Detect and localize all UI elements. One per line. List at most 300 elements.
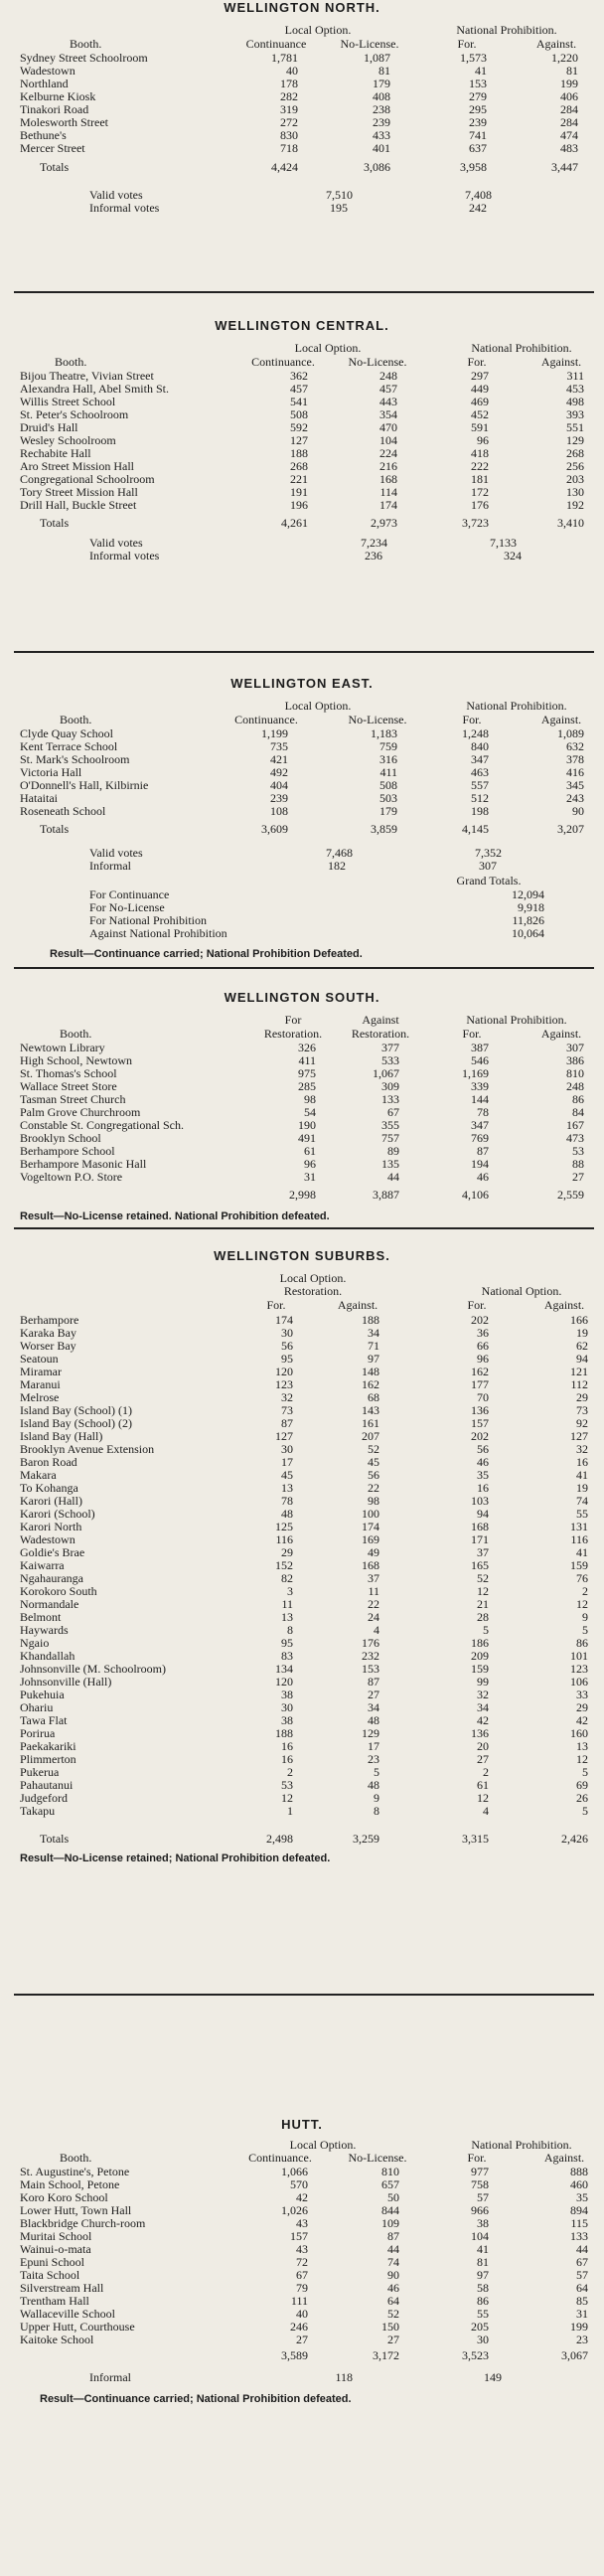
header-national: National Prohibition.	[466, 699, 567, 713]
header-col2: No-License.	[348, 2151, 407, 2165]
cell-value: 81	[477, 2255, 489, 2269]
cell-value: 758	[471, 2177, 489, 2191]
cell-value: 131	[570, 1520, 588, 1533]
cell-value: 24	[368, 1610, 379, 1624]
section-wellington-suburbs	[0, 1248, 604, 2004]
table-row	[0, 434, 604, 446]
cell-value: 57	[477, 2190, 489, 2204]
informal-votes-national: 242	[469, 201, 487, 215]
table-row	[0, 1067, 604, 1079]
booth-name: Maranui	[20, 1377, 61, 1391]
table-row	[0, 792, 604, 804]
header-national: National Prohibition.	[466, 1013, 567, 1027]
header-col1: Continuance.	[234, 713, 298, 726]
table-row	[0, 1119, 604, 1131]
table-row	[0, 1093, 604, 1105]
booth-name: Palm Grove Churchroom	[20, 1105, 141, 1119]
cell-value: 452	[471, 407, 489, 421]
informal-votes-label: Informal votes	[89, 549, 160, 563]
cell-value: 463	[471, 765, 489, 779]
divider	[14, 1994, 594, 1996]
cell-value: 90	[387, 2268, 399, 2282]
booth-name: Pahautanui	[20, 1778, 74, 1792]
table-row	[0, 2321, 604, 2333]
informal-votes-local: 195	[330, 201, 348, 215]
booth-name: Hataitai	[20, 791, 58, 805]
booth-name: Muritai School	[20, 2229, 92, 2243]
cell-value: 82	[281, 1571, 293, 1585]
table-row	[0, 1779, 604, 1791]
table-row	[0, 2334, 604, 2345]
cell-value: 316	[379, 752, 397, 766]
table-row	[0, 2256, 604, 2268]
cell-value: 637	[469, 141, 487, 155]
cell-value: 319	[280, 102, 298, 116]
cell-value: 498	[566, 395, 584, 408]
cell-value: 48	[368, 1778, 379, 1792]
header-booth: Booth.	[60, 1027, 92, 1041]
cell-value: 309	[381, 1079, 399, 1093]
cell-value: 551	[566, 420, 584, 434]
cell-value: 157	[471, 1416, 489, 1430]
informal-votes-label: Informal votes	[89, 201, 160, 215]
cell-value: 202	[471, 1313, 489, 1327]
total-value: 2,998	[289, 1188, 316, 1202]
valid-votes-local: 7,234	[361, 536, 387, 550]
cell-value: 512	[471, 791, 489, 805]
booth-name: Tinakori Road	[20, 102, 89, 116]
booth-name: High School, Newtown	[20, 1053, 132, 1067]
cell-value: 11	[368, 1584, 379, 1598]
divider	[14, 967, 594, 969]
cell-value: 92	[576, 1416, 588, 1430]
table-row	[0, 65, 604, 77]
table-row	[0, 1676, 604, 1688]
cell-value: 45	[281, 1468, 293, 1482]
cell-value: 136	[471, 1726, 489, 1740]
booth-name: Alexandra Hall, Abel Smith St.	[20, 382, 169, 396]
total-value: 3,207	[557, 822, 584, 836]
table-row	[0, 1145, 604, 1157]
header-local-option: Local Option.	[284, 23, 352, 37]
cell-value: 133	[570, 2229, 588, 2243]
booth-name: Berhampore School	[20, 1144, 115, 1158]
booth-name: Karori (School)	[20, 1507, 95, 1521]
grand-total-value: 9,918	[518, 900, 544, 914]
cell-value: 759	[379, 739, 397, 753]
cell-value: 757	[381, 1131, 399, 1145]
booth-name: Victoria Hall	[20, 765, 82, 779]
informal-label: Informal	[89, 859, 131, 873]
cell-value: 238	[373, 102, 390, 116]
cell-value: 87	[477, 1144, 489, 1158]
total-value: 3,609	[261, 822, 288, 836]
cell-value: 55	[576, 1507, 588, 1521]
cell-value: 73	[576, 1403, 588, 1417]
cell-value: 347	[471, 752, 489, 766]
booth-name: Karori North	[20, 1520, 82, 1533]
cell-value: 83	[281, 1649, 293, 1663]
cell-value: 67	[576, 2255, 588, 2269]
table-row	[0, 1508, 604, 1520]
table-row	[0, 1430, 604, 1442]
cell-value: 457	[290, 382, 308, 396]
cell-value: 386	[566, 1053, 584, 1067]
header-col3: For.	[457, 37, 477, 51]
cell-value: 239	[469, 115, 487, 129]
cell-value: 111	[290, 2294, 308, 2308]
booth-name: Wallace Street Store	[20, 1079, 117, 1093]
grand-total-label: For No-License	[89, 900, 165, 914]
booth-name: O'Donnell's Hall, Kilbirnie	[20, 778, 149, 792]
cell-value: 96	[477, 433, 489, 447]
cell-value: 268	[566, 446, 584, 460]
cell-value: 203	[566, 472, 584, 486]
cell-value: 74	[576, 1494, 588, 1508]
cell-value: 97	[477, 2268, 489, 2282]
cell-value: 9	[582, 1610, 588, 1624]
cell-value: 12	[576, 1597, 588, 1611]
cell-value: 58	[477, 2281, 489, 2295]
cell-value: 174	[275, 1313, 293, 1327]
cell-value: 1	[287, 1804, 293, 1818]
cell-value: 1,573	[460, 51, 487, 65]
cell-value: 68	[368, 1390, 379, 1404]
total-value: 3,887	[373, 1188, 399, 1202]
table-row	[0, 1624, 604, 1636]
cell-value: 41	[576, 1545, 588, 1559]
cell-value: 44	[387, 2242, 399, 2256]
booth-name: Blackbridge Church-room	[20, 2216, 146, 2230]
table-row	[0, 1482, 604, 1494]
cell-value: 1,089	[557, 726, 584, 740]
table-row	[0, 1585, 604, 1597]
result-line: Result—No-License retained. National Prohibition defeated.	[20, 1210, 330, 1222]
table-row	[0, 727, 604, 739]
cell-value: 174	[362, 1520, 379, 1533]
cell-value: 67	[387, 1105, 399, 1119]
booth-name: Congregational Schoolroom	[20, 472, 155, 486]
cell-value: 19	[576, 1326, 588, 1340]
totals-values	[0, 161, 604, 173]
informal-label: Informal	[89, 2370, 131, 2384]
cell-value: 21	[477, 1597, 489, 1611]
booth-name: Judgeford	[20, 1791, 68, 1805]
total-value: 2,973	[371, 516, 397, 530]
cell-value: 159	[570, 1558, 588, 1572]
cell-value: 894	[570, 2203, 588, 2217]
cell-value: 657	[381, 2177, 399, 2191]
cell-value: 46	[477, 1455, 489, 1469]
booth-name: Rechabite Hall	[20, 446, 91, 460]
cell-value: 248	[566, 1079, 584, 1093]
booth-name: Tawa Flat	[20, 1713, 68, 1727]
cell-value: 282	[280, 89, 298, 103]
cell-value: 41	[477, 2242, 489, 2256]
cell-value: 1,781	[271, 51, 298, 65]
table-row	[0, 1766, 604, 1778]
header-col1: Continuance.	[251, 355, 315, 369]
cell-value: 224	[379, 446, 397, 460]
cell-value: 40	[296, 2307, 308, 2321]
header-col2-a: Against	[362, 1013, 399, 1027]
cell-value: 34	[368, 1700, 379, 1714]
cell-value: 326	[298, 1041, 316, 1054]
section-hutt	[0, 2117, 604, 2576]
table-row	[0, 779, 604, 791]
cell-value: 87	[368, 1675, 379, 1689]
cell-value: 121	[570, 1365, 588, 1378]
cell-value: 73	[281, 1403, 293, 1417]
cell-value: 8	[374, 1804, 379, 1818]
result-line: Result—No-License retained; National Prohibition defeated.	[20, 1852, 331, 1864]
cell-value: 32	[477, 1688, 489, 1701]
booth-name: Sydney Street Schoolroom	[20, 51, 148, 65]
booth-name: Trentham Hall	[20, 2294, 89, 2308]
cell-value: 41	[576, 1468, 588, 1482]
table-row	[0, 1366, 604, 1377]
cell-value: 159	[471, 1662, 489, 1676]
header-booth: Booth.	[70, 37, 102, 51]
total-value: 3,410	[557, 516, 584, 530]
booth-name: Berhampore Masonic Hall	[20, 1157, 147, 1171]
cell-value: 5	[483, 1623, 489, 1637]
cell-value: 112	[570, 1377, 588, 1391]
cell-value: 362	[290, 369, 308, 383]
cell-value: 401	[373, 141, 390, 155]
table-row	[0, 129, 604, 141]
cell-value: 48	[368, 1713, 379, 1727]
booth-name: Belmont	[20, 1610, 62, 1624]
total-value: 3,859	[371, 822, 397, 836]
booth-name: Wadestown	[20, 1532, 76, 1546]
total-value: 3,315	[462, 1832, 489, 1846]
valid-votes-label: Valid votes	[89, 536, 143, 550]
cell-value: 248	[379, 369, 397, 383]
cell-value: 741	[469, 128, 487, 142]
cell-value: 830	[280, 128, 298, 142]
booth-name: Druid's Hall	[20, 420, 78, 434]
cell-value: 178	[280, 77, 298, 90]
grand-total-row	[0, 914, 604, 926]
grand-total-label: For National Prohibition	[89, 913, 207, 927]
cell-value: 84	[572, 1105, 584, 1119]
cell-value: 188	[275, 1726, 293, 1740]
cell-value: 130	[566, 485, 584, 499]
cell-value: 85	[576, 2294, 588, 2308]
cell-value: 196	[290, 498, 308, 512]
booth-name: St. Mark's Schoolroom	[20, 752, 130, 766]
cell-value: 38	[477, 2216, 489, 2230]
table-row	[0, 383, 604, 395]
cell-value: 133	[381, 1092, 399, 1106]
informal-local: 118	[335, 2370, 353, 2384]
table-row	[0, 2282, 604, 2294]
booth-name: Roseneath School	[20, 804, 106, 818]
table-row	[0, 1080, 604, 1092]
header-col1: Continuance.	[248, 2151, 312, 2165]
cell-value: 129	[362, 1726, 379, 1740]
cell-value: 37	[368, 1571, 379, 1585]
cell-value: 13	[281, 1481, 293, 1495]
cell-value: 393	[566, 407, 584, 421]
cell-value: 209	[471, 1649, 489, 1663]
totals-values	[0, 1833, 604, 1845]
cell-value: 115	[570, 2216, 588, 2230]
table-row	[0, 1158, 604, 1170]
cell-value: 181	[471, 472, 489, 486]
cell-value: 2	[582, 1584, 588, 1598]
cell-value: 22	[368, 1597, 379, 1611]
cell-value: 103	[471, 1494, 489, 1508]
result-line: Result—Continuance carried; National Prohibition Defeated.	[50, 948, 363, 960]
totals-values	[0, 823, 604, 835]
table-row	[0, 1327, 604, 1339]
table-row	[0, 1701, 604, 1713]
cell-value: 49	[368, 1545, 379, 1559]
table-row	[0, 1598, 604, 1610]
cell-value: 61	[304, 1144, 316, 1158]
cell-value: 125	[275, 1520, 293, 1533]
cell-value: 176	[471, 498, 489, 512]
cell-value: 179	[373, 77, 390, 90]
cell-value: 453	[566, 382, 584, 396]
cell-value: 120	[275, 1365, 293, 1378]
cell-value: 404	[270, 778, 288, 792]
cell-value: 87	[281, 1416, 293, 1430]
cell-value: 67	[296, 2268, 308, 2282]
cell-value: 378	[566, 752, 584, 766]
cell-value: 78	[281, 1494, 293, 1508]
cell-value: 71	[368, 1339, 379, 1353]
cell-value: 5	[374, 1765, 379, 1779]
cell-value: 377	[381, 1041, 399, 1054]
cell-value: 246	[290, 2320, 308, 2334]
cell-value: 4	[374, 1623, 379, 1637]
divider	[14, 651, 594, 653]
table-row	[0, 2166, 604, 2177]
cell-value: 460	[570, 2177, 588, 2191]
booth-name: Vogeltown P.O. Store	[20, 1170, 123, 1184]
cell-value: 153	[362, 1662, 379, 1676]
header-col2: No-License.	[348, 713, 407, 726]
cell-value: 27	[477, 1752, 489, 1766]
cell-value: 40	[286, 64, 298, 78]
cell-value: 153	[469, 77, 487, 90]
cell-value: 268	[290, 459, 308, 473]
cell-value: 29	[281, 1545, 293, 1559]
cell-value: 44	[387, 1170, 399, 1184]
table-row	[0, 1740, 604, 1752]
divider	[14, 291, 594, 293]
cell-value: 179	[379, 804, 397, 818]
cell-value: 70	[477, 1390, 489, 1404]
booth-name: Plimmerton	[20, 1752, 76, 1766]
table-row	[0, 740, 604, 752]
cell-value: 194	[471, 1157, 489, 1171]
cell-value: 1,199	[261, 726, 288, 740]
cell-value: 38	[281, 1713, 293, 1727]
table-row	[0, 103, 604, 115]
cell-value: 162	[362, 1377, 379, 1391]
table-row	[0, 2204, 604, 2216]
header-col4: Against.	[540, 1027, 582, 1041]
table-row	[0, 2191, 604, 2203]
cell-value: 56	[368, 1468, 379, 1482]
header-col2-b: Restoration.	[351, 1027, 410, 1041]
cell-value: 46	[387, 2281, 399, 2295]
header-local-option: Local Option.	[284, 699, 352, 713]
cell-value: 1,183	[371, 726, 397, 740]
table-row	[0, 370, 604, 382]
table-row	[0, 499, 604, 511]
header-col4: Against.	[540, 355, 582, 369]
table-row	[0, 1042, 604, 1053]
cell-value: 100	[362, 1507, 379, 1521]
cell-value: 44	[576, 2242, 588, 2256]
cell-value: 104	[379, 433, 397, 447]
cell-value: 199	[560, 77, 578, 90]
booth-name: Willis Street School	[20, 395, 116, 408]
cell-value: 177	[471, 1377, 489, 1391]
cell-value: 16	[281, 1739, 293, 1753]
table-row	[0, 1559, 604, 1571]
booth-name: Island Bay (School) (1)	[20, 1403, 132, 1417]
cell-value: 144	[471, 1092, 489, 1106]
booth-name: Ohariu	[20, 1700, 54, 1714]
cell-value: 533	[381, 1053, 399, 1067]
cell-value: 27	[296, 2333, 308, 2346]
table-row	[0, 1054, 604, 1066]
valid-votes-label: Valid votes	[89, 188, 143, 202]
cell-value: 12	[576, 1752, 588, 1766]
cell-value: 157	[290, 2229, 308, 2243]
cell-value: 30	[281, 1700, 293, 1714]
cell-value: 975	[298, 1066, 316, 1080]
totals-label: Totals	[40, 160, 70, 174]
booth-name: Haywards	[20, 1623, 69, 1637]
header-col1: Continuance	[245, 37, 307, 51]
cell-value: 474	[560, 128, 578, 142]
cell-value: 11	[281, 1597, 293, 1611]
table-row	[0, 2230, 604, 2242]
table-row	[0, 2178, 604, 2190]
grand-total-label: For Continuance	[89, 887, 170, 901]
cell-value: 632	[566, 739, 584, 753]
cell-value: 190	[298, 1118, 316, 1132]
cell-value: 23	[576, 2333, 588, 2346]
total-value: 3,259	[353, 1832, 379, 1846]
cell-value: 221	[290, 472, 308, 486]
booth-name: Constable St. Congregational Sch.	[20, 1118, 184, 1132]
table-row	[0, 1171, 604, 1183]
cell-value: 94	[477, 1507, 489, 1521]
cell-value: 188	[362, 1313, 379, 1327]
cell-value: 17	[368, 1739, 379, 1753]
header-col4: Against.	[540, 713, 582, 726]
total-value: 4,106	[462, 1188, 489, 1202]
cell-value: 99	[477, 1675, 489, 1689]
cell-value: 35	[576, 2190, 588, 2204]
table-row	[0, 142, 604, 154]
cell-value: 1,026	[281, 2203, 308, 2217]
section-title: WELLINGTON EAST.	[230, 676, 374, 691]
cell-value: 443	[379, 395, 397, 408]
header-col4: Against.	[543, 2151, 585, 2165]
booth-name: Korokoro South	[20, 1584, 97, 1598]
cell-value: 166	[570, 1313, 588, 1327]
header-col3: For.	[462, 713, 482, 726]
